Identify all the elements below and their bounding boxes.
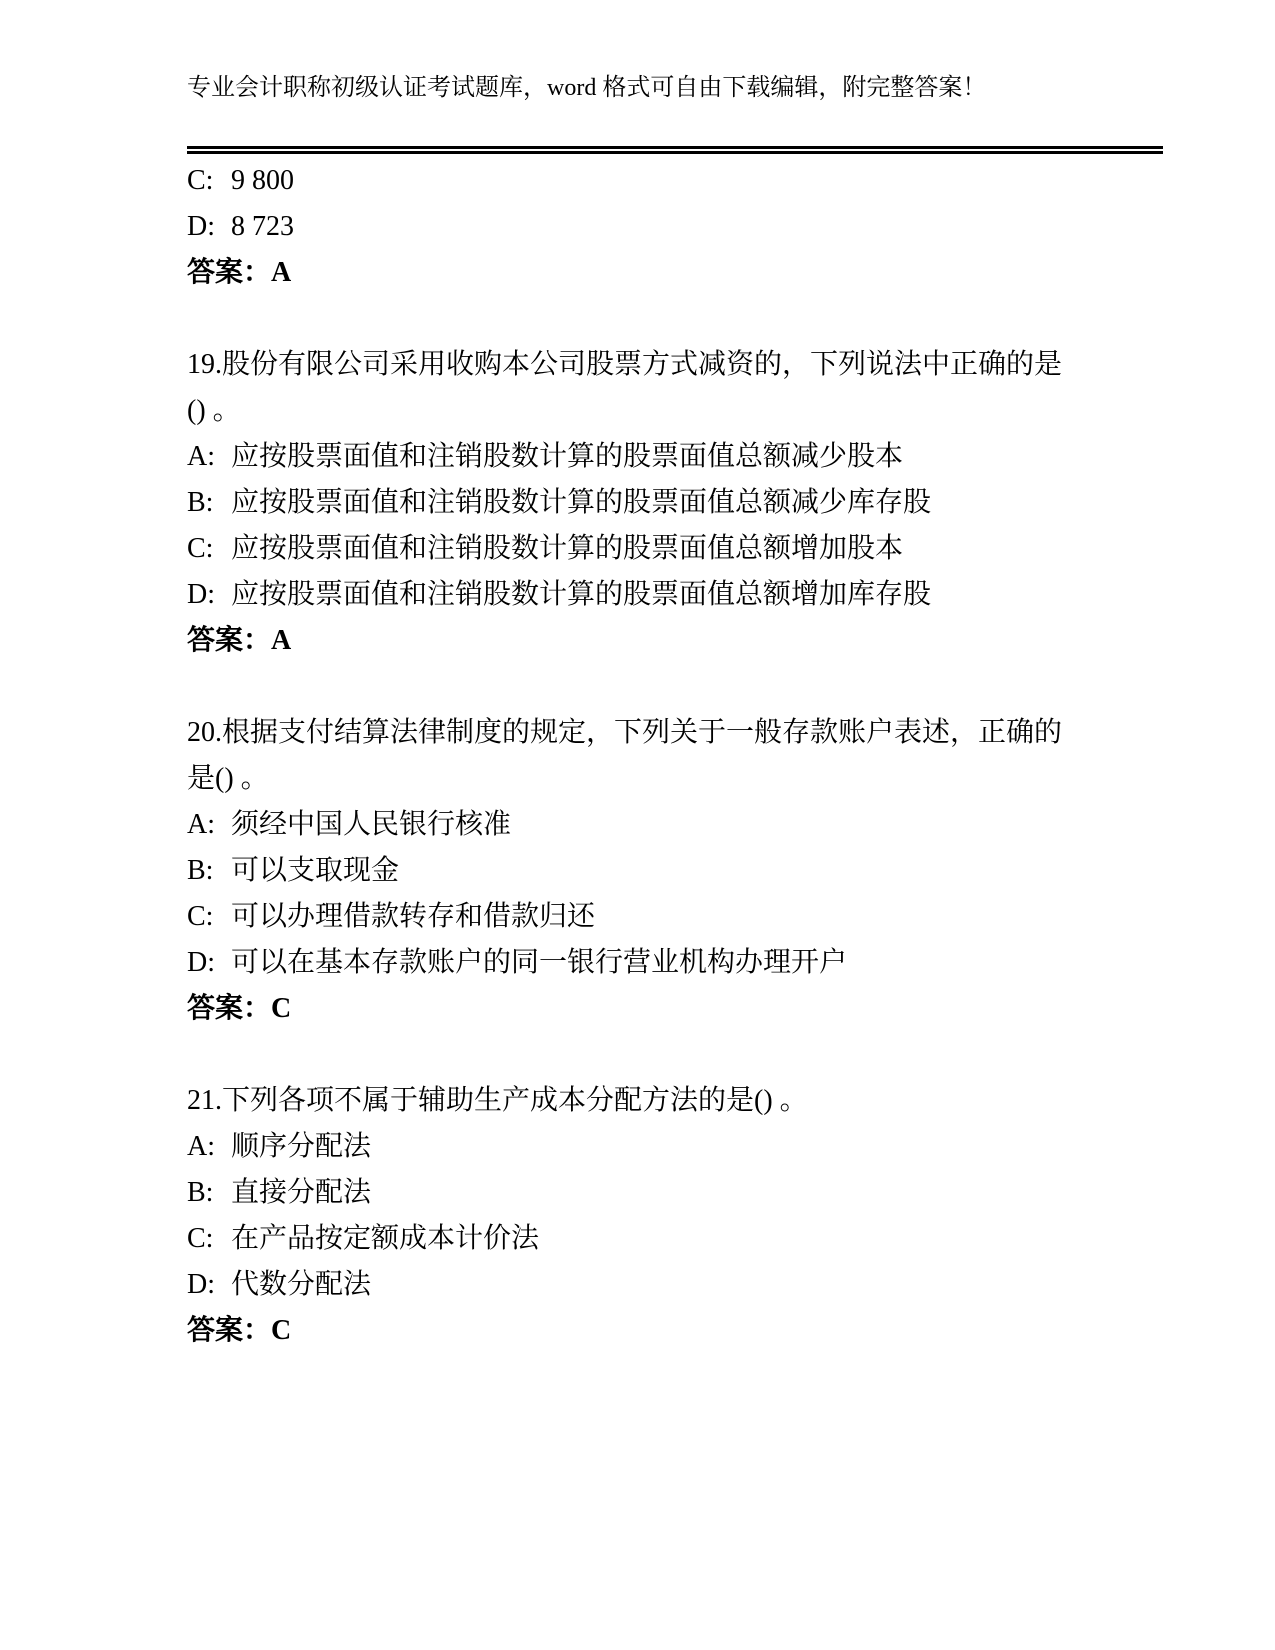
option-text: 顺序分配法 (231, 1131, 372, 1162)
option-text: 可以在基本存款账户的同一银行营业机构办理开户 (231, 947, 848, 978)
option-line (187, 940, 1073, 986)
option-text: 在产品按定额成本计价法 (231, 1223, 540, 1254)
option-text: 8 723 (231, 211, 294, 242)
option-label: C: (187, 1223, 214, 1254)
page-header-title: 专业会计职称初级认证考试题库，word 格式可自由下载编辑，附完整答案！ (187, 75, 987, 101)
option-line (187, 1216, 1073, 1262)
option-label: C: (187, 165, 214, 196)
answer-line: 答案：A (187, 625, 292, 656)
option-line (187, 526, 1073, 572)
option-line (187, 1262, 1073, 1308)
option-text: 9 800 (231, 165, 294, 196)
document-body (187, 158, 1073, 1354)
option-label: D: (187, 947, 215, 978)
option-text: 直接分配法 (231, 1177, 372, 1208)
option-line (187, 572, 1073, 618)
question-21 (187, 1078, 1073, 1354)
option-label: B: (187, 487, 214, 518)
option-text: 可以支取现金 (231, 855, 400, 886)
option-label: B: (187, 1177, 214, 1208)
option-text: 应按股票面值和注销股数计算的股票面值总额减少库存股 (231, 487, 932, 518)
option-text: 应按股票面值和注销股数计算的股票面值总额减少股本 (231, 441, 904, 472)
option-line (187, 1124, 1073, 1170)
option-label: A: (187, 441, 215, 472)
option-label: C: (187, 533, 214, 564)
option-line (187, 480, 1073, 526)
option-line (187, 434, 1073, 480)
answer-line: 答案：A (187, 257, 292, 288)
option-text: 可以办理借款转存和借款归还 (231, 901, 596, 932)
header-divider-double-rule (187, 146, 1163, 154)
option-line (187, 158, 1073, 204)
question-18-options-tail (187, 158, 1073, 296)
option-line (187, 894, 1073, 940)
option-text: 须经中国人民银行核准 (231, 809, 512, 840)
option-label: B: (187, 855, 214, 886)
option-text: 应按股票面值和注销股数计算的股票面值总额增加库存股 (231, 579, 932, 610)
option-label: C: (187, 901, 214, 932)
answer-line: 答案：C (187, 1315, 292, 1346)
option-label: D: (187, 211, 215, 242)
option-label: D: (187, 1269, 215, 1300)
question-stem: 20.根据支付结算法律制度的规定，下列关于一般存款账户表述，正确的是() 。 (187, 717, 1063, 794)
option-line (187, 848, 1073, 894)
question-19 (187, 342, 1073, 664)
question-20 (187, 710, 1073, 1032)
option-line (187, 802, 1073, 848)
option-label: A: (187, 809, 215, 840)
question-stem: 19.股份有限公司采用收购本公司股票方式减资的，下列说法中正确的是() 。 (187, 349, 1063, 426)
answer-line: 答案：C (187, 993, 292, 1024)
option-line (187, 1170, 1073, 1216)
option-label: A: (187, 1131, 215, 1162)
option-text: 应按股票面值和注销股数计算的股票面值总额增加股本 (231, 533, 904, 564)
option-text: 代数分配法 (231, 1269, 372, 1300)
option-label: D: (187, 579, 215, 610)
question-stem: 21.下列各项不属于辅助生产成本分配方法的是() 。 (187, 1085, 808, 1116)
option-line (187, 204, 1073, 250)
